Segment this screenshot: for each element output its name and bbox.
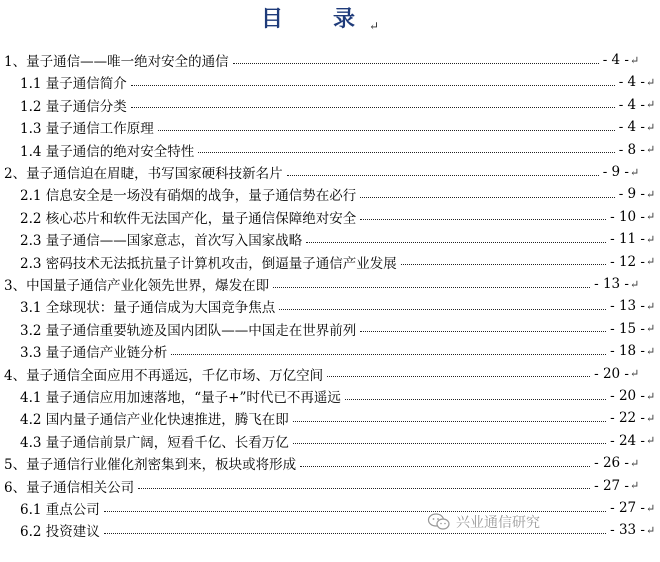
toc-entry-page: - 15 -: [610, 320, 645, 337]
dot-leader: [198, 152, 614, 153]
dot-leader: [131, 85, 615, 86]
dot-leader: [233, 63, 599, 64]
toc-entry-label: 4.2 国内量子通信产业化快速推进，腾飞在即: [20, 412, 289, 429]
dot-leader: [131, 107, 615, 108]
toc-entry-page: - 27 -: [610, 500, 645, 516]
toc-entry[interactable]: [0, 93, 660, 117]
return-mark: ↵: [646, 255, 656, 269]
return-mark: ↵: [646, 299, 656, 313]
toc-entry-label: 3.3 量子通信产业链分析: [20, 345, 168, 362]
toc-entry-page: - 12 -: [610, 253, 645, 270]
toc-entry[interactable]: [0, 429, 660, 453]
watermark-text: 兴业通信研究: [456, 515, 540, 531]
toc-entry-label: 6、量子通信相关公司: [4, 479, 135, 496]
toc-entry-page: - 4 -: [618, 96, 645, 113]
toc-entry-label: 1.1 量子通信简介: [20, 76, 127, 93]
toc-entry[interactable]: [0, 48, 644, 72]
return-mark: ↵: [646, 344, 656, 358]
toc-entry-label: 1.3 量子通信工作原理: [20, 121, 154, 138]
return-mark: ↵: [646, 523, 656, 537]
return-mark: ↵: [646, 232, 656, 246]
toc-entry-page: - 18 -: [610, 343, 645, 360]
return-mark: ↵: [646, 143, 656, 157]
toc-entry-label: 3.1 全球现状：量子通信成为大国竞争焦点: [20, 300, 276, 317]
toc-entry-page: - 8 -: [618, 141, 645, 158]
toc-entry-label: 2.2 核心芯片和软件无法国产化，量子通信保障绝对安全: [20, 210, 357, 227]
dot-leader: [293, 421, 606, 422]
toc-entry-page: - 11 -: [610, 231, 645, 248]
return-mark: ↵: [646, 210, 656, 224]
return-mark: ↵: [646, 322, 656, 336]
toc-entry-label: 5、量子通信行业催化剂密集到来，板块或将形成: [4, 457, 297, 474]
dot-leader: [306, 242, 606, 243]
toc-entry[interactable]: [0, 339, 660, 363]
toc-entry-page: - 4 -: [618, 74, 645, 91]
toc-entry-page: - 4 -: [618, 119, 645, 136]
toc-entry-page: - 13 -: [610, 298, 645, 315]
dot-leader: [360, 331, 606, 332]
dot-leader: [293, 443, 606, 444]
toc-entry[interactable]: [0, 205, 660, 229]
toc-entry[interactable]: [0, 362, 644, 386]
dot-leader: [104, 533, 606, 534]
toc-entry-label: 3.2 量子通信重要轨迹及国内团队——中国走在世界前列: [20, 322, 357, 339]
toc-entry-label: 1.2 量子通信分类: [20, 98, 127, 115]
dot-leader: [327, 376, 590, 377]
toc-entry-page: - 9 -: [602, 164, 629, 180]
return-mark: ↵: [646, 187, 656, 201]
toc-entry[interactable]: [0, 182, 660, 206]
toc-entry[interactable]: [0, 406, 660, 430]
dot-leader: [273, 287, 590, 288]
toc-entry-label: 1.4 量子通信的绝对安全特性: [20, 143, 195, 160]
return-mark: ↵: [630, 367, 640, 381]
dot-leader: [158, 130, 615, 131]
toc-entry-label: 2.3 量子通信——国家意志，首次写入国家战略: [20, 233, 303, 250]
toc-entry-label: 6.1 重点公司: [20, 502, 100, 518]
toc-entry-label: 2.1 信息安全是一场没有硝烟的战争，量子通信势在必行: [20, 188, 357, 205]
toc-entry-label: 4.1 量子通信应用加速落地，“量子+”时代已不再遥远: [20, 390, 341, 406]
return-mark: ↵: [630, 277, 640, 291]
toc-entry-page: - 20 -: [594, 365, 629, 382]
return-mark: ↵: [646, 75, 656, 89]
toc-entry-label: 2.3 密码技术无法抵抗量子计算机攻击，倒逼量子通信产业发展: [20, 255, 397, 272]
toc-entry[interactable]: [0, 496, 660, 520]
toc-entry[interactable]: [0, 138, 660, 162]
toc-entry-page: - 27 -: [594, 477, 629, 494]
toc-entry[interactable]: [0, 474, 644, 498]
toc-entry-page: - 13 -: [594, 276, 629, 292]
dot-leader: [287, 175, 599, 176]
dot-leader: [300, 466, 590, 467]
toc-entry-label: 2、量子通信迫在眉睫，书写国家硬科技新名片: [4, 166, 283, 182]
wechat-icon: [428, 513, 450, 531]
toc-title-text: 目 录: [260, 6, 369, 32]
toc-entry-label: 4、量子通信全面应用不再遥远，千亿市场、万亿空间: [4, 367, 324, 384]
return-mark: ↵: [630, 456, 640, 470]
toc-entry[interactable]: [0, 384, 660, 408]
toc-title: [0, 2, 640, 33]
return-mark: ↵: [646, 501, 656, 515]
watermark: [428, 512, 540, 532]
toc-entry-label: 3、中国量子通信产业化领先世界，爆发在即: [4, 278, 270, 294]
return-mark: ↵: [630, 165, 640, 179]
toc-entry-page: - 10 -: [610, 208, 645, 225]
return-mark: ↵: [646, 411, 656, 425]
return-mark: ↵: [646, 389, 656, 403]
toc-entry-label: 4.3 量子通信前景广阔，短看千亿、长看万亿: [20, 434, 289, 451]
toc-entry[interactable]: [0, 294, 660, 318]
return-mark: ↵: [368, 19, 380, 33]
return-mark: ↵: [646, 98, 656, 112]
return-mark: ↵: [646, 434, 656, 448]
toc-entry-page: - 20 -: [610, 388, 645, 404]
toc-entry[interactable]: [0, 227, 660, 251]
return-mark: ↵: [630, 479, 640, 493]
dot-leader: [279, 309, 606, 310]
toc-entry-page: - 26 -: [594, 455, 629, 472]
toc-entry-page: - 24 -: [610, 432, 645, 449]
return-mark: ↵: [646, 120, 656, 134]
toc-entry[interactable]: [0, 317, 660, 341]
toc-entry-page: - 4 -: [602, 52, 629, 68]
toc-entry[interactable]: [0, 70, 660, 94]
toc-entry[interactable]: [0, 250, 660, 274]
toc-entry[interactable]: [0, 160, 644, 184]
toc-entry-page: - 22 -: [610, 410, 645, 427]
toc-entry[interactable]: [0, 115, 660, 139]
dot-leader: [138, 488, 590, 489]
dot-leader: [345, 399, 606, 400]
toc-entry[interactable]: [0, 272, 644, 296]
dot-leader: [171, 354, 606, 355]
toc-entry-label: 6.2 投资建议: [20, 524, 100, 541]
return-mark: ↵: [630, 53, 640, 67]
toc-entry[interactable]: [0, 451, 644, 475]
toc-entry-label: 1、量子通信——唯一绝对安全的通信: [4, 54, 229, 70]
dot-leader: [360, 197, 614, 198]
dot-leader: [401, 264, 606, 265]
toc-entry-page: - 9 -: [618, 186, 645, 203]
dot-leader: [360, 219, 606, 220]
toc-entry[interactable]: [0, 518, 660, 542]
toc-entry-page: - 33 -: [610, 522, 645, 539]
